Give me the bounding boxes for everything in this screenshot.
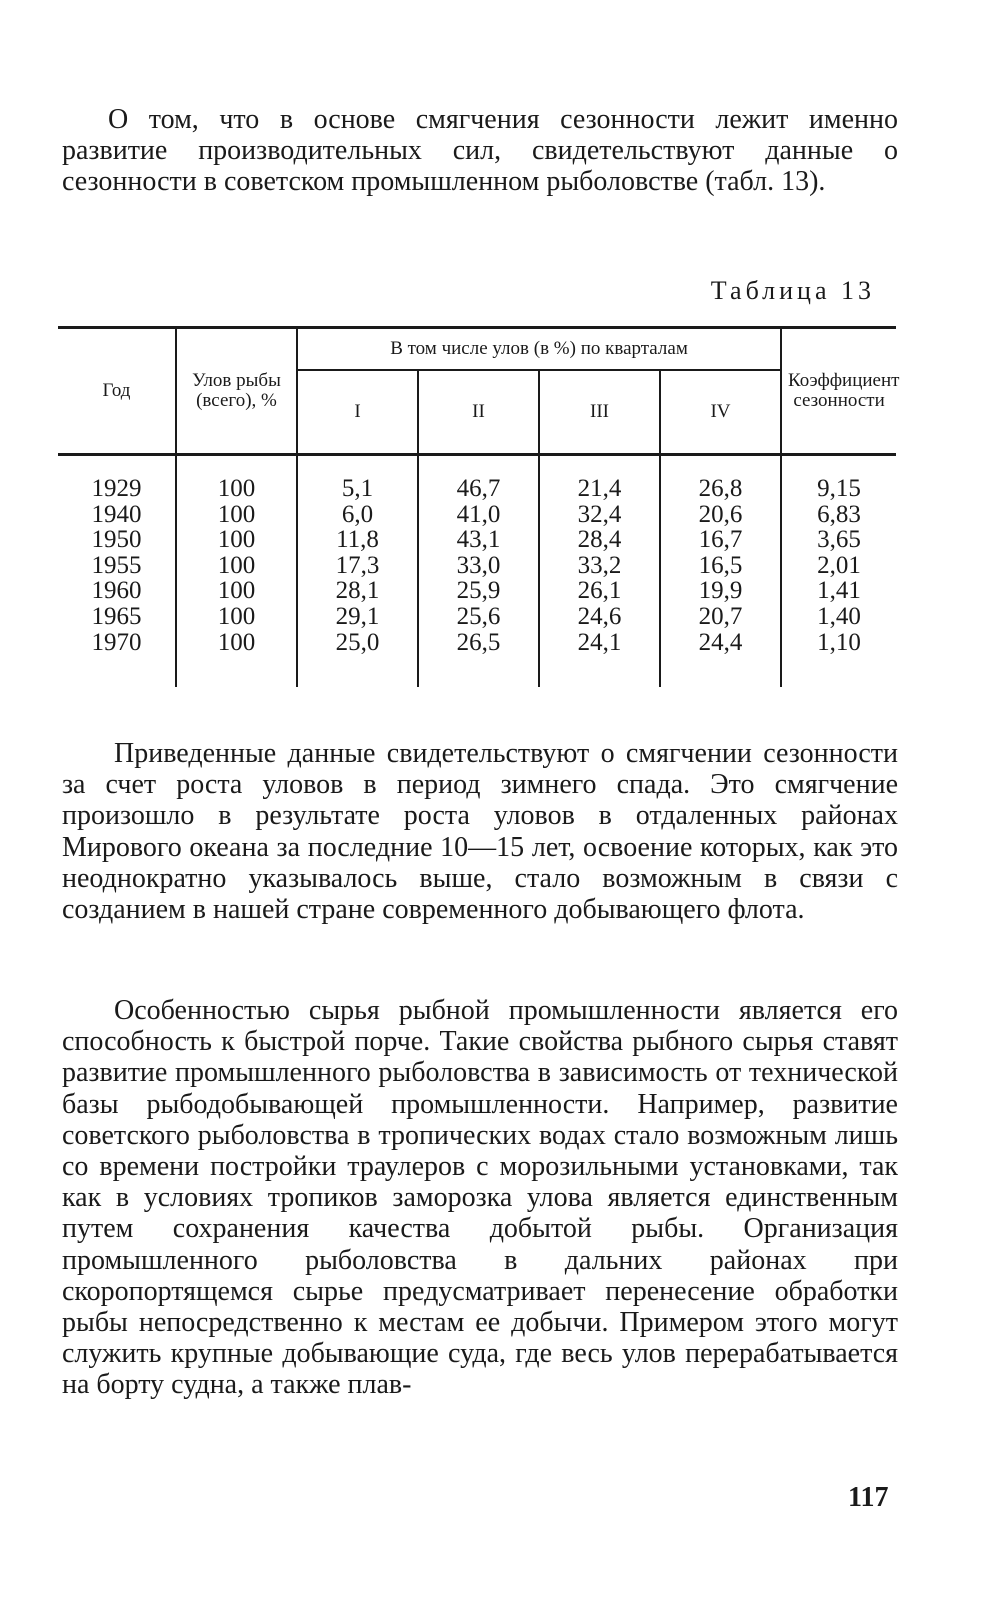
seasonality-table [58,326,900,687]
cell-year: 1950 [91,526,142,554]
conclusion-paragraph: Приведенные данные свидетельствуют о смягчении сезонности за счет роста уловов в период зимнего спада. Это смягчение произошло в результате роста уловов в отдаленных районах Мирового океана за последние 10—15 лет, освоение которых, как это неоднократно указывалось выше, стало возможным в связи с созданием в нашей стране современного добывающего флота. [62,738,898,926]
cell-q1: 6,0 [297,502,418,528]
cell-q4: 26,8 [660,455,781,502]
table-caption: Таблица 13 [710,276,875,305]
cell-year: 1960 [91,577,142,605]
cell-q1: 11,8 [297,527,418,553]
intro-paragraph: О том, что в основе смягчения сезонности лежит именно развитие производительных сил, свидетельствуют данные о сезонности в советском промышленном рыболовстве (табл. 13). [62,104,898,198]
table-row [58,604,896,630]
table-row [58,527,896,553]
header-q1: I [297,370,418,455]
header-q2: II [418,370,539,455]
cell-q2: 41,0 [418,502,539,528]
cell-total: 100 [176,455,297,502]
header-year: Год [58,328,176,455]
cell-total: 100 [176,630,297,688]
cell-coefficient: 9,15 [781,455,896,502]
table-row [58,578,896,604]
raw-material-paragraph: Особенностью сырья рыбной промышленности является его способность к быстрой порче. Такие свойства рыбного сырья ставят развитие промышленного рыболовства в зависимость от технической базы рыбодобывающей промышленности. Например, развитие советского рыболовства в тропических водах стало возможным лишь со времени постройки траулеров с морозильными установками, так как в условиях тропиков заморозка улова является единственным путем сохранения качества добытой рыбы. Организация промышленного рыболовства в дальних районах при скоропортящемся сырье предусматривает перенесение обработки рыбы непосредственно к местам ее добычи. Примером этого могут служить крупные добывающие суда, где весь улов перерабатывается на борту судна, а также плав- [62,995,898,1401]
page-number: 117 [848,1482,889,1513]
cell-q1: 17,3 [297,553,418,579]
cell-coefficient: 3,65 [781,527,896,553]
cell-q3: 24,1 [539,630,660,688]
cell-q4: 20,7 [660,604,781,630]
cell-q3: 21,4 [539,455,660,502]
table-row [58,455,896,502]
cell-q2: 43,1 [418,527,539,553]
cell-total: 100 [176,502,297,528]
cell-q2: 26,5 [418,630,539,688]
cell-q4: 16,5 [660,553,781,579]
cell-year: 1970 [91,628,142,656]
cell-q2: 33,0 [418,553,539,579]
cell-coefficient: 1,10 [781,630,896,688]
cell-q4: 20,6 [660,502,781,528]
cell-q1: 5,1 [297,455,418,502]
cell-year: 1940 [91,500,142,528]
cell-year: 1929 [91,475,142,502]
cell-q3: 28,4 [539,527,660,553]
cell-q4: 19,9 [660,578,781,604]
cell-q2: 25,6 [418,604,539,630]
cell-total: 100 [176,578,297,604]
cell-q1: 29,1 [297,604,418,630]
cell-coefficient: 1,41 [781,578,896,604]
cell-q3: 33,2 [539,553,660,579]
cell-q1: 28,1 [297,578,418,604]
header-q3: III [539,370,660,455]
cell-q3: 32,4 [539,502,660,528]
cell-coefficient: 6,83 [781,502,896,528]
cell-coefficient: 1,40 [781,604,896,630]
header-coefficient: Коэффициент сезонности [781,328,896,455]
table-row [58,502,896,528]
header-quarters-group: В том числе улов (в %) по кварталам [297,328,781,371]
cell-coefficient: 2,01 [781,553,896,579]
cell-total: 100 [176,553,297,579]
cell-year: 1965 [91,602,142,630]
table-row [58,553,896,579]
cell-total: 100 [176,604,297,630]
cell-q4: 16,7 [660,527,781,553]
cell-q2: 46,7 [418,455,539,502]
header-q4: IV [660,370,781,455]
cell-q4: 24,4 [660,630,781,688]
cell-q3: 24,6 [539,604,660,630]
header-total-catch: Улов рыбы (всего), % [176,328,297,455]
table-row [58,630,896,688]
cell-q2: 25,9 [418,578,539,604]
cell-year: 1955 [91,551,142,579]
cell-q1: 25,0 [297,630,418,688]
cell-total: 100 [176,527,297,553]
cell-q3: 26,1 [539,578,660,604]
